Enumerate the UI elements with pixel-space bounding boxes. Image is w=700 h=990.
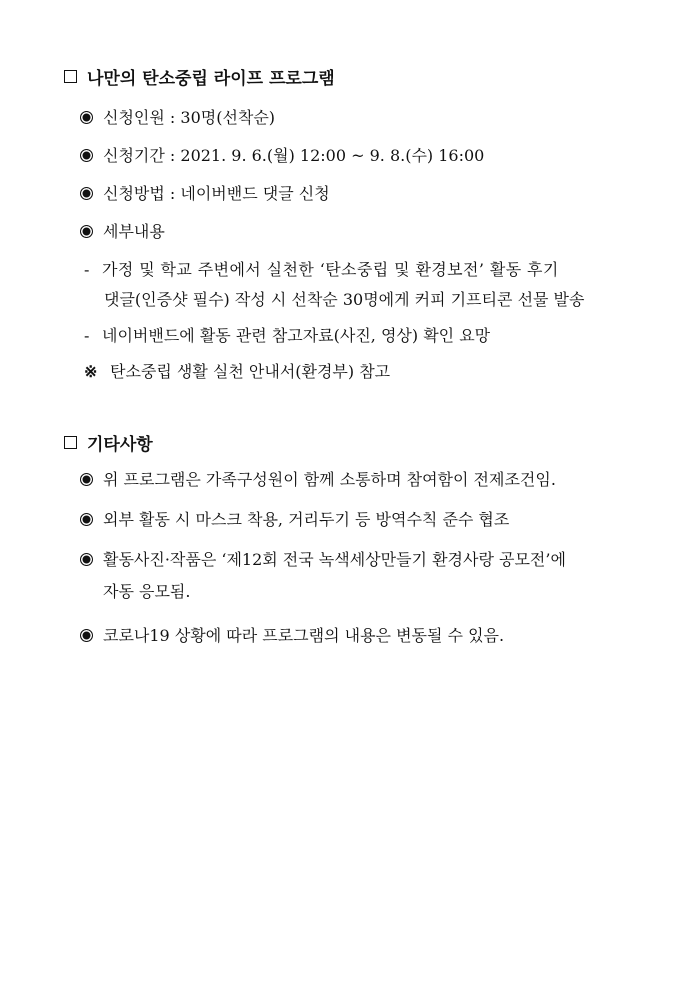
- list-item: 세부내용: [80, 218, 670, 256]
- circle-bullet-icon: [80, 149, 93, 162]
- detail-item: - 네이버밴드에 활동 관련 참고자료(사진, 영상) 확인 요망: [84, 326, 491, 345]
- list-item: 코로나19 상황에 따라 프로그램의 내용은 변동될 수 있음.: [80, 622, 670, 662]
- section-heading: [64, 428, 654, 456]
- circle-bullet-icon: [80, 473, 93, 486]
- list-item: 신청인원 : 30명(선착순): [80, 104, 670, 142]
- circle-bullet-icon: [80, 629, 93, 642]
- section-title: 기타사항: [87, 434, 153, 455]
- section-misc: [64, 428, 654, 456]
- list-item: 활동사진·작품은 ‘제12회 전국 녹색세상만들기 환경사랑 공모전’에: [80, 546, 670, 578]
- detail-item: - 가정 및 학교 주변에서 실천한 ‘탄소중립 및 환경보전’ 활동 후기: [84, 260, 559, 279]
- detail-list: [84, 256, 664, 394]
- circle-bullet-icon: [80, 111, 93, 124]
- circle-bullet-icon: [80, 553, 93, 566]
- reference-note: ※ 탄소중립 생활 실천 안내서(환경부) 참고: [84, 358, 664, 394]
- checkbox-square-icon: [64, 436, 77, 449]
- circle-bullet-icon: [80, 513, 93, 526]
- bullet-list: [80, 104, 670, 256]
- detail-item-continued: 댓글(인증샷 필수) 작성 시 선착순 30명에게 커피 기프티콘 선물 발송: [104, 290, 585, 309]
- bullet-list: [80, 466, 670, 662]
- circle-bullet-icon: [80, 187, 93, 200]
- section-title: 나만의 탄소중립 라이프 프로그램: [87, 68, 335, 89]
- list-item: 신청방법 : 네이버밴드 댓글 신청: [80, 180, 670, 218]
- list-item-continued: 자동 응모됨.: [103, 582, 191, 601]
- checkbox-square-icon: [64, 70, 77, 83]
- section-heading: [64, 62, 654, 90]
- list-item: 위 프로그램은 가족구성원이 함께 소통하며 참여함이 전제조건임.: [80, 466, 670, 506]
- list-item: 신청기간 : 2021. 9. 6.(월) 12:00 ~ 9. 8.(수) 16:00: [80, 142, 670, 180]
- circle-bullet-icon: [80, 225, 93, 238]
- reference-mark: ※: [84, 362, 98, 381]
- list-item: 외부 활동 시 마스크 착용, 거리두기 등 방역수칙 준수 협조: [80, 506, 670, 546]
- section-program: [64, 62, 654, 90]
